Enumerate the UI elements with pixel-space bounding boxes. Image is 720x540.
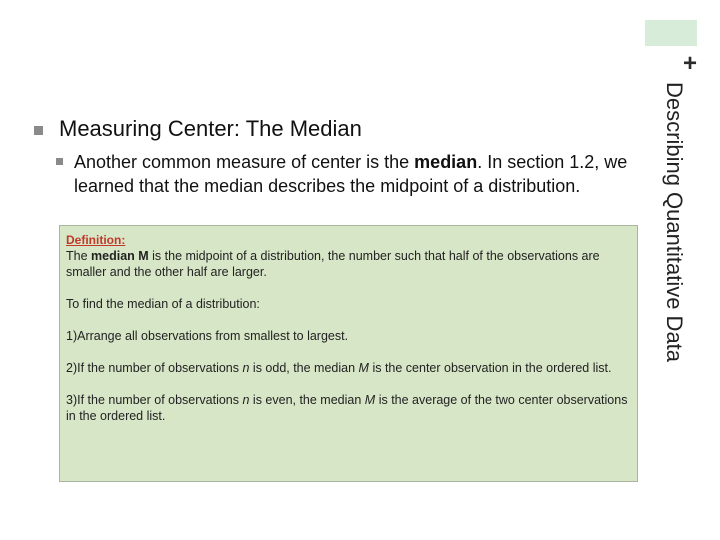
def-s3-m: M — [364, 393, 376, 407]
definition-step3 — [66, 392, 631, 424]
intro-post: . In section 1.2, we learned that the median describes the midpoint of a distribution. — [74, 152, 628, 196]
intro-pre: Another common measure of center is the — [74, 152, 415, 172]
def-l1-pre: The — [66, 249, 92, 263]
definition-box — [59, 225, 638, 482]
def-s2-n: n — [242, 361, 250, 375]
heading-right: Center: The Median — [167, 116, 362, 141]
slide-heading — [34, 116, 362, 142]
definition-title: Definition: — [66, 233, 126, 247]
heading-text — [59, 116, 362, 142]
def-s3-post: is the average of the two center observations in the ordered list. — [66, 393, 628, 423]
bullet-icon — [34, 126, 43, 135]
def-s3-n: n — [242, 393, 250, 407]
definition-line1 — [66, 248, 631, 280]
def-s2-pre: 2)If the number of observations — [66, 361, 243, 375]
intro-text — [74, 150, 656, 198]
def-s3-mid: is even, the median — [249, 393, 365, 407]
def-l1-bold: median M — [91, 249, 149, 263]
corner-decoration — [645, 20, 697, 46]
plus-mark: + — [682, 50, 697, 77]
definition-step1: 1)Arrange all observations from smallest to largest. — [66, 329, 349, 343]
def-s2-m: M — [358, 361, 369, 375]
def-l1-post: is the midpoint of a distribution, the number such that half of the observations are smaller and the other half are larger. — [66, 249, 600, 279]
intro-bullet — [56, 150, 656, 198]
definition-step2 — [66, 360, 631, 376]
def-s2-mid: is odd, the median — [249, 361, 359, 375]
intro-bold: median — [414, 152, 478, 172]
def-s3-pre: 3)If the number of observations — [66, 393, 243, 407]
definition-line2: To find the median of a distribution: — [66, 297, 260, 311]
section-side-title: Describing Quantitative Data — [662, 82, 687, 363]
sub-bullet-icon — [56, 158, 63, 165]
heading-left: Measuring — [59, 116, 168, 141]
def-s2-post: is the center observation in the ordered list. — [368, 361, 612, 375]
